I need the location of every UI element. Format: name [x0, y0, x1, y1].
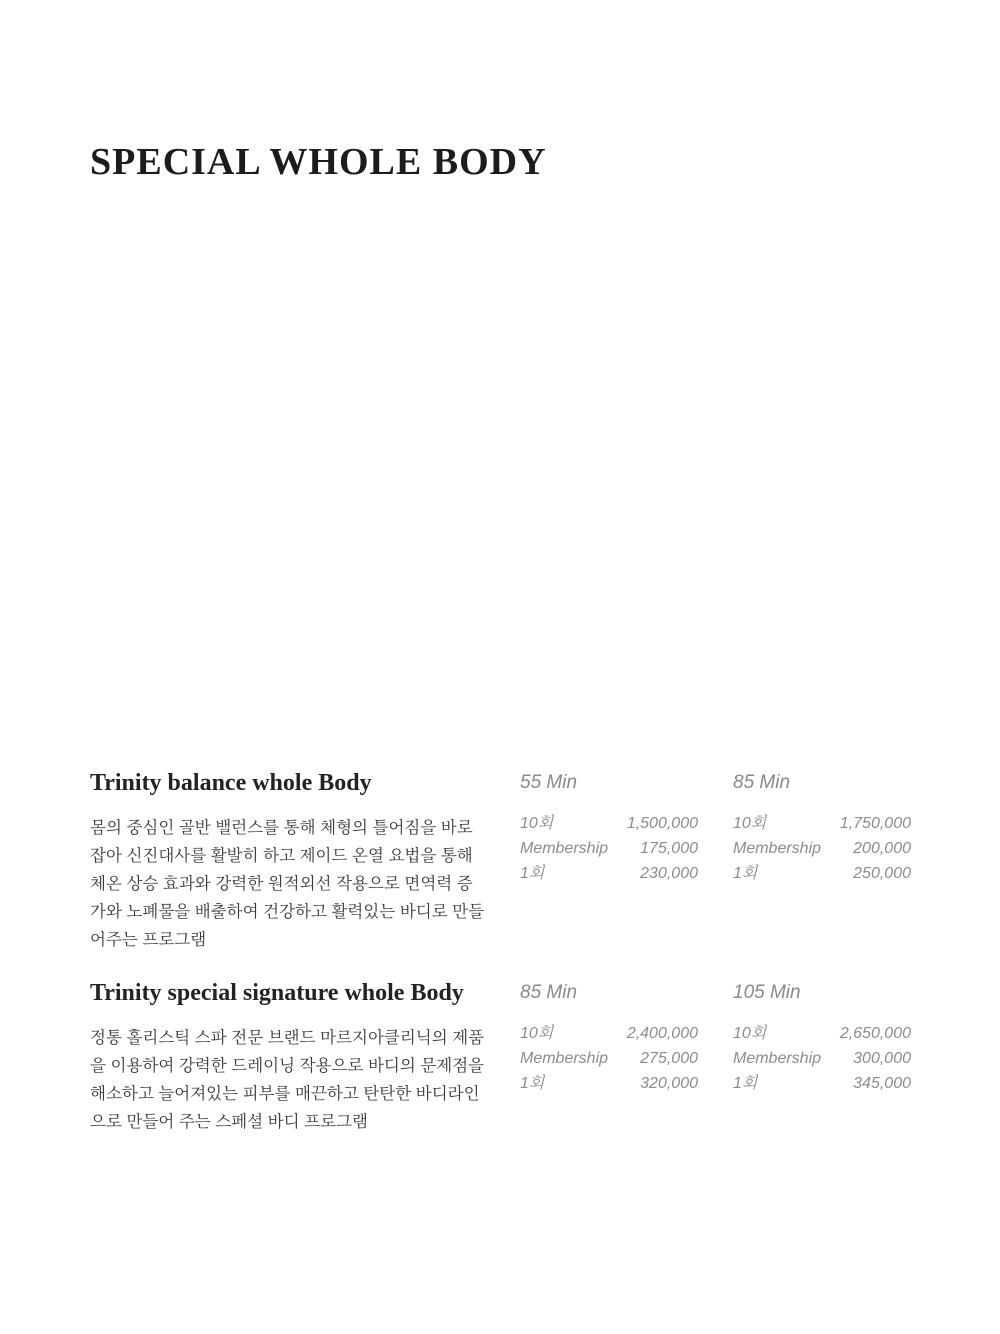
price-label: Membership — [520, 1050, 609, 1067]
program-section-trinity-balance — [90, 768, 910, 954]
price-row — [520, 1021, 698, 1046]
price-label: 10회 — [520, 815, 554, 832]
price-value: 2,400,000 — [626, 1025, 698, 1042]
program-name: Trinity balance whole Body — [90, 770, 372, 796]
price-label: 1회 — [520, 865, 545, 882]
price-row — [733, 836, 911, 861]
price-value: 320,000 — [640, 1075, 698, 1092]
price-row — [733, 811, 911, 836]
price-row — [733, 861, 911, 886]
price-row — [520, 836, 698, 861]
price-value: 1,750,000 — [839, 815, 911, 832]
duration-label: 85 Min — [733, 772, 791, 793]
price-rows — [520, 1021, 698, 1096]
price-row — [733, 1046, 911, 1071]
price-row — [520, 1071, 698, 1096]
price-value: 275,000 — [640, 1050, 698, 1067]
price-label: 1회 — [733, 865, 758, 882]
price-rows — [733, 1021, 911, 1096]
price-value: 200,000 — [853, 840, 911, 857]
price-row — [520, 811, 698, 836]
program-name: Trinity special signature whole Body — [90, 980, 464, 1006]
price-option-85min — [520, 978, 698, 1096]
program-description: 정통 홀리스틱 스파 전문 브랜드 마르지아클리닉의 제품을 이용하여 강력한 드레이닝 작용으로 바디의 문제점을 해소하고 늘어져있는 피부를 매끈하고 탄탄한 바디라인으로 만들어 주는 스페셜 바디 프로그램 — [90, 1029, 485, 1131]
price-option-85min — [733, 768, 911, 886]
price-value: 300,000 — [853, 1050, 911, 1067]
price-label: 10회 — [520, 1025, 554, 1042]
price-option-105min — [733, 978, 911, 1096]
price-value: 175,000 — [640, 840, 698, 857]
price-option-55min — [520, 768, 698, 886]
price-value: 2,650,000 — [839, 1025, 911, 1042]
price-row — [733, 1021, 911, 1046]
price-rows — [520, 811, 698, 886]
price-label: 10회 — [733, 815, 767, 832]
price-row — [733, 1071, 911, 1096]
price-label: Membership — [733, 840, 822, 857]
page-title: SPECIAL WHOLE BODY — [90, 141, 547, 183]
price-label: 1회 — [520, 1075, 545, 1092]
price-label: Membership — [520, 840, 609, 857]
price-value: 1,500,000 — [626, 815, 698, 832]
price-row — [520, 1046, 698, 1071]
duration-label: 55 Min — [520, 772, 578, 793]
price-label: Membership — [733, 1050, 822, 1067]
duration-label: 85 Min — [520, 982, 578, 1003]
program-info — [90, 978, 520, 1136]
price-label: 1회 — [733, 1075, 758, 1092]
program-description: 몸의 중심인 골반 밸런스를 통해 체형의 틀어짐을 바로 잡아 신진대사를 활발히 하고 제이드 온열 요법을 통해 체온 상승 효과와 강력한 원적외선 작용으로 면역력 증가와 노폐물을 배출하여 건강하고 활력있는 바디로 만들어주는 프로그램 — [90, 819, 485, 949]
price-row — [520, 861, 698, 886]
price-rows — [733, 811, 911, 886]
program-section-trinity-special-signature — [90, 978, 910, 1136]
price-label: 10회 — [733, 1025, 767, 1042]
duration-label: 105 Min — [733, 982, 801, 1003]
price-value: 250,000 — [853, 865, 911, 882]
program-info — [90, 768, 520, 954]
price-value: 230,000 — [640, 865, 698, 882]
price-value: 345,000 — [853, 1075, 911, 1092]
